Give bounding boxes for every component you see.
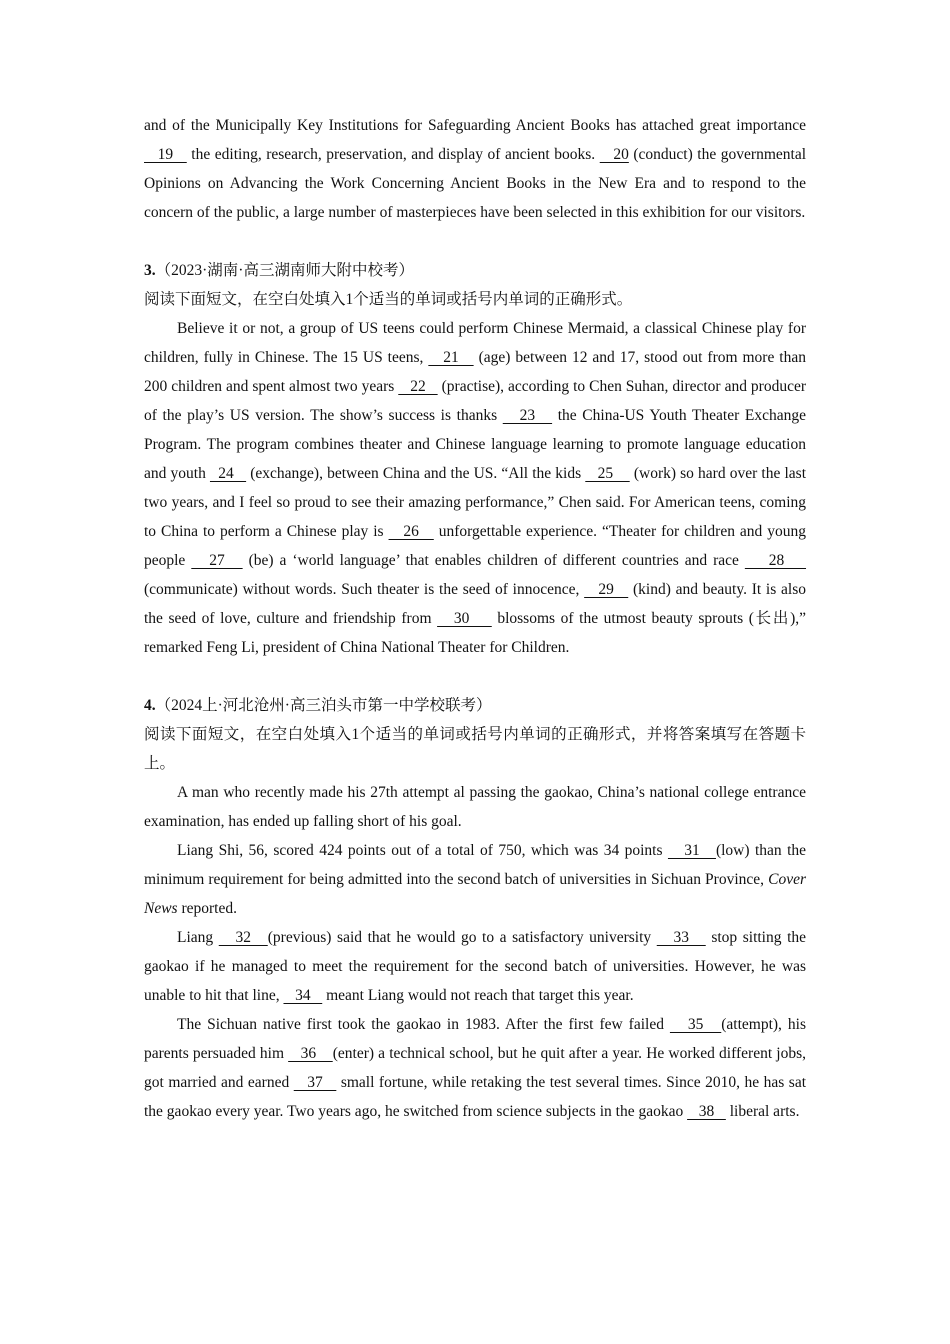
question-4-source: （2024上·河北沧州·高三泊头市第一中学校联考）	[155, 697, 492, 714]
answer-blank[interactable]: 33	[656, 929, 706, 946]
passage-text: the China-US Youth Theater Exchange Program. The program combines theater and Chinese language learning to promote language education and youth	[144, 407, 806, 482]
passage-text: Believe it or not, a group of US teens could perform Chinese Mermaid, a classical Chinese play for children, fully in Chinese. The 15 US teens,	[144, 320, 806, 366]
answer-blank[interactable]: 30	[437, 610, 492, 627]
passage-text: stop sitting the gaokao if he managed to meet the requirement for the second batch of universities. However, he was unable to hit that line,	[144, 929, 807, 1004]
answer-blank[interactable]: 36	[288, 1045, 333, 1062]
passage-text: blossoms of the utmost beauty sprouts (长出),” remarked Feng Li, president of China National Theater for Children.	[144, 610, 806, 656]
passage-text: The Sichuan native first took the gaokao in 1983. After the first few failed	[177, 1016, 670, 1033]
section-2-paragraph	[144, 111, 806, 227]
answer-blank[interactable]: 31	[667, 842, 716, 859]
question-4-paragraph-3	[144, 923, 806, 1010]
passage-text: small fortune, while retaking the test several times. Since 2010, he has sat the gaokao every year. Two years ago, he switched from science subjects in the gaokao	[144, 1074, 807, 1120]
italic-source-name: Cover News	[144, 871, 806, 917]
question-4-paragraph-4	[144, 1010, 806, 1126]
passage-text: (exchange), between China and the US. “All the kids	[246, 465, 586, 482]
question-4-header	[144, 691, 806, 720]
passage-text: the editing, research, preservation, and display of ancient books.	[186, 146, 600, 163]
question-3-source: （2023·湖南·高三湖南师大附中校考）	[155, 262, 414, 279]
spacer	[144, 662, 806, 691]
passage-text: liberal arts.	[725, 1103, 800, 1120]
passage-text: reported.	[177, 900, 237, 917]
question-4-paragraph-2	[144, 836, 806, 923]
answer-blank[interactable]: 21	[428, 349, 474, 366]
passage-text: (kind) and beauty. It is also the seed of love, culture and friendship from	[144, 581, 807, 627]
answer-blank[interactable]: 24	[209, 465, 247, 482]
question-4-paragraph-1	[144, 778, 806, 836]
answer-blank[interactable]: 19	[144, 146, 187, 163]
passage-text: (enter) a technical school, but he quit after a year. He worked different jobs, got married and earned	[144, 1045, 806, 1091]
question-4-instruction: 阅读下面短文，在空白处填入1个适当的单词或括号内单词的正确形式，并将答案填写在答题卡上。	[144, 726, 806, 772]
answer-blank[interactable]: 37	[293, 1074, 337, 1091]
passage-text: (previous) said that he would go to a satisfactory university	[267, 929, 657, 946]
question-3-number: 3.	[144, 262, 156, 279]
answer-blank[interactable]: 28	[744, 552, 807, 569]
passage-text: (attempt), his parents persuaded him	[144, 1016, 806, 1062]
passage-text: (low) than the minimum requirement for being admitted into the second batch of universities in Sichuan Province,	[144, 842, 807, 888]
answer-blank[interactable]: 27	[191, 552, 243, 569]
passage-text: Liang	[177, 929, 219, 946]
answer-blank[interactable]: 35	[669, 1016, 722, 1033]
answer-blank[interactable]: 29	[584, 581, 629, 598]
answer-blank[interactable]: 20	[599, 146, 629, 163]
question-4-number: 4.	[144, 697, 156, 714]
question-3-header	[144, 256, 806, 285]
answer-blank[interactable]: 23	[502, 407, 553, 424]
answer-blank[interactable]: 34	[283, 987, 323, 1004]
question-3-passage	[144, 314, 806, 662]
question-3-instruction: 阅读下面短文，在空白处填入1个适当的单词或括号内单词的正确形式。	[144, 291, 633, 308]
passage-text: Liang Shi, 56, scored 424 points out of a total of 750, which was 34 points	[177, 842, 668, 859]
passage-text: A man who recently made his 27th attempt al passing the gaokao, China’s national college entrance examination, has ended up falling short of his goal.	[144, 784, 806, 830]
passage-text: (age) between 12 and 17, stood out from more than 200 children and spent almost two years	[144, 349, 806, 395]
spacer	[144, 227, 806, 256]
passage-text: meant Liang would not reach that target this year.	[322, 987, 634, 1004]
passage-text: (communicate) without words. Such theater is the seed of innocence,	[144, 581, 585, 598]
answer-blank[interactable]: 38	[687, 1103, 726, 1120]
answer-blank[interactable]: 22	[398, 378, 438, 395]
document-page	[144, 111, 806, 1126]
answer-blank[interactable]: 26	[388, 523, 434, 540]
passage-text: (practise), according to Chen Suhan, director and producer of the play’s US version. The show’s success is thanks	[144, 378, 807, 424]
answer-blank[interactable]: 32	[218, 929, 268, 946]
passage-text: unforgettable experience. “Theater for children and young people	[144, 523, 806, 569]
answer-blank[interactable]: 25	[585, 465, 630, 482]
passage-text: (work) so hard over the last two years, and I feel so proud to see their amazing performance,” Chen said. For American teens, coming to China to perform a Chinese play is	[144, 465, 806, 540]
passage-text: (conduct) the governmental Opinions on Advancing the Work Concerning Ancient Books in the New Era and to respond to the concern of the public, a large number of masterpieces have been selected in this exhibition for our visitors.	[144, 146, 807, 221]
passage-text: (be) a ‘world language’ that enables children of different countries and race	[242, 552, 745, 569]
passage-text: and of the Municipally Key Institutions for Safeguarding Ancient Books has attached great importance	[144, 117, 806, 134]
